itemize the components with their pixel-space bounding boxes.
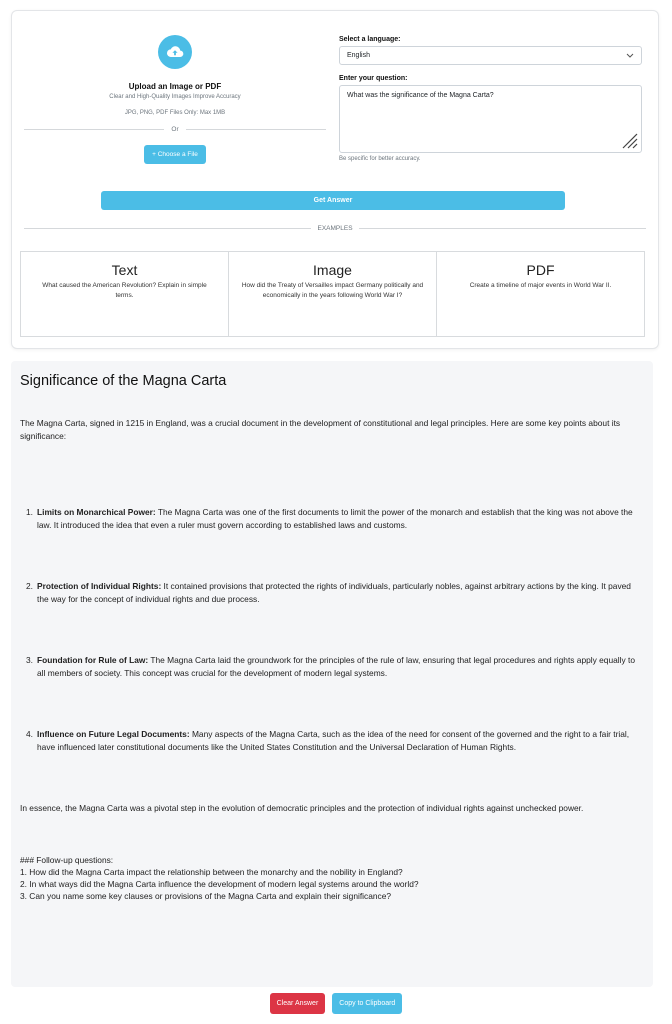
point-text: The Magna Carta was one of the first documents to limit the power of the monarch and establish that the king was not above the law. It introduced the idea that even a ruler must govern according to established laws and customs. <box>37 507 633 530</box>
example-title: Image <box>313 262 352 278</box>
point-text: The Magna Carta laid the groundwork for the principles of the rule of law, ensuring that legal procedures and rights apply equally to all members of society. This concept was crucial for the development of modern legal systems. <box>37 655 635 678</box>
choose-file-button[interactable]: + Choose a File <box>144 145 206 164</box>
answer-title: Significance of the Magna Carta <box>20 373 227 389</box>
question-form-card <box>11 10 659 349</box>
examples-grid <box>20 251 645 337</box>
upload-title: Upload an Image or PDF <box>128 82 222 91</box>
question-section <box>339 36 642 162</box>
language-selected-value: English <box>347 52 370 59</box>
example-title: PDF <box>526 262 555 278</box>
point-heading: Influence on Future Legal Documents: <box>37 729 190 739</box>
example-text: Create a timeline of major events in World War II. <box>469 282 612 289</box>
followup-question: 1. How did the Magna Carta impact the relationship between the monarchy and the nobility in England? <box>20 867 403 877</box>
question-hint: Be specific for better accuracy. <box>339 156 421 162</box>
example-card-text[interactable] <box>20 251 229 337</box>
followup-question: 2. In what ways did the Magna Carta influence the development of modern legal systems around the world? <box>20 879 419 889</box>
clear-answer-button[interactable]: Clear Answer <box>270 993 326 1014</box>
language-label: Select a language: <box>339 36 401 43</box>
or-text: Or <box>171 126 179 133</box>
question-textarea[interactable] <box>339 85 642 153</box>
answer-points-list <box>20 506 644 754</box>
get-answer-button[interactable]: Get Answer <box>101 191 565 210</box>
point-number: 1. <box>26 507 33 517</box>
cloud-upload-icon[interactable] <box>158 35 192 69</box>
point-text: Many aspects of the Magna Carta, such as the idea of the need for consent of the governed and the right to a fair trial, have influenced later constitutional documents like the United States Constitution and the Universal Declaration of Human Rights. <box>37 729 630 752</box>
example-text: How did the Treaty of Versailles impact Germany politically and economically in the years following World War I? <box>241 282 424 299</box>
chevron-down-icon <box>626 53 634 58</box>
examples-heading: EXAMPLES <box>317 225 353 232</box>
answer-point <box>20 728 644 754</box>
answer-actions <box>0 993 672 1014</box>
example-card-pdf[interactable] <box>436 251 645 337</box>
point-text: It contained provisions that protected the rights of individuals, particularly nobles, against arbitrary actions by the king. It paved the way for the concept of individual rights and due process. <box>37 581 631 604</box>
answer-point <box>20 506 644 532</box>
upload-subtitle: Clear and High-Quality Images Improve Accuracy <box>109 94 241 100</box>
resize-handle-icon[interactable] <box>620 131 638 149</box>
copy-to-clipboard-button[interactable]: Copy to Clipboard <box>332 993 402 1014</box>
upload-section <box>24 35 326 164</box>
point-heading: Protection of Individual Rights: <box>37 581 162 591</box>
followup-question: 3. Can you name some key clauses or provisions of the Magna Carta and explain their significance? <box>20 891 392 901</box>
upload-file-types: JPG, PNG, PDF Files Only: Max 1MB <box>124 110 226 116</box>
followup-questions <box>20 854 644 902</box>
question-label: Enter your question: <box>339 75 408 82</box>
answer-intro: The Magna Carta, signed in 1215 in England, was a crucial document in the development of constitutional and legal principles. Here are some key points about its significance: <box>20 418 621 441</box>
answer-point <box>20 654 644 680</box>
examples-divider <box>24 225 646 232</box>
point-number: 2. <box>26 581 33 591</box>
point-number: 4. <box>26 729 33 739</box>
example-title: Text <box>111 262 138 278</box>
answer-conclusion: In essence, the Magna Carta was a pivotal step in the evolution of democratic principles and the protection of individual rights against unchecked power. <box>20 803 584 813</box>
question-value: What was the significance of the Magna Carta? <box>347 92 494 99</box>
answer-panel <box>11 361 653 987</box>
followup-heading: ### Follow-up questions: <box>20 855 114 865</box>
example-text: What caused the American Revolution? Explain in simple terms. <box>42 282 207 299</box>
example-card-image[interactable] <box>228 251 437 337</box>
answer-point <box>20 580 644 606</box>
point-heading: Limits on Monarchical Power: <box>37 507 156 517</box>
or-divider <box>24 126 326 133</box>
point-heading: Foundation for Rule of Law: <box>37 655 149 665</box>
point-number: 3. <box>26 655 33 665</box>
language-select[interactable] <box>339 46 642 65</box>
